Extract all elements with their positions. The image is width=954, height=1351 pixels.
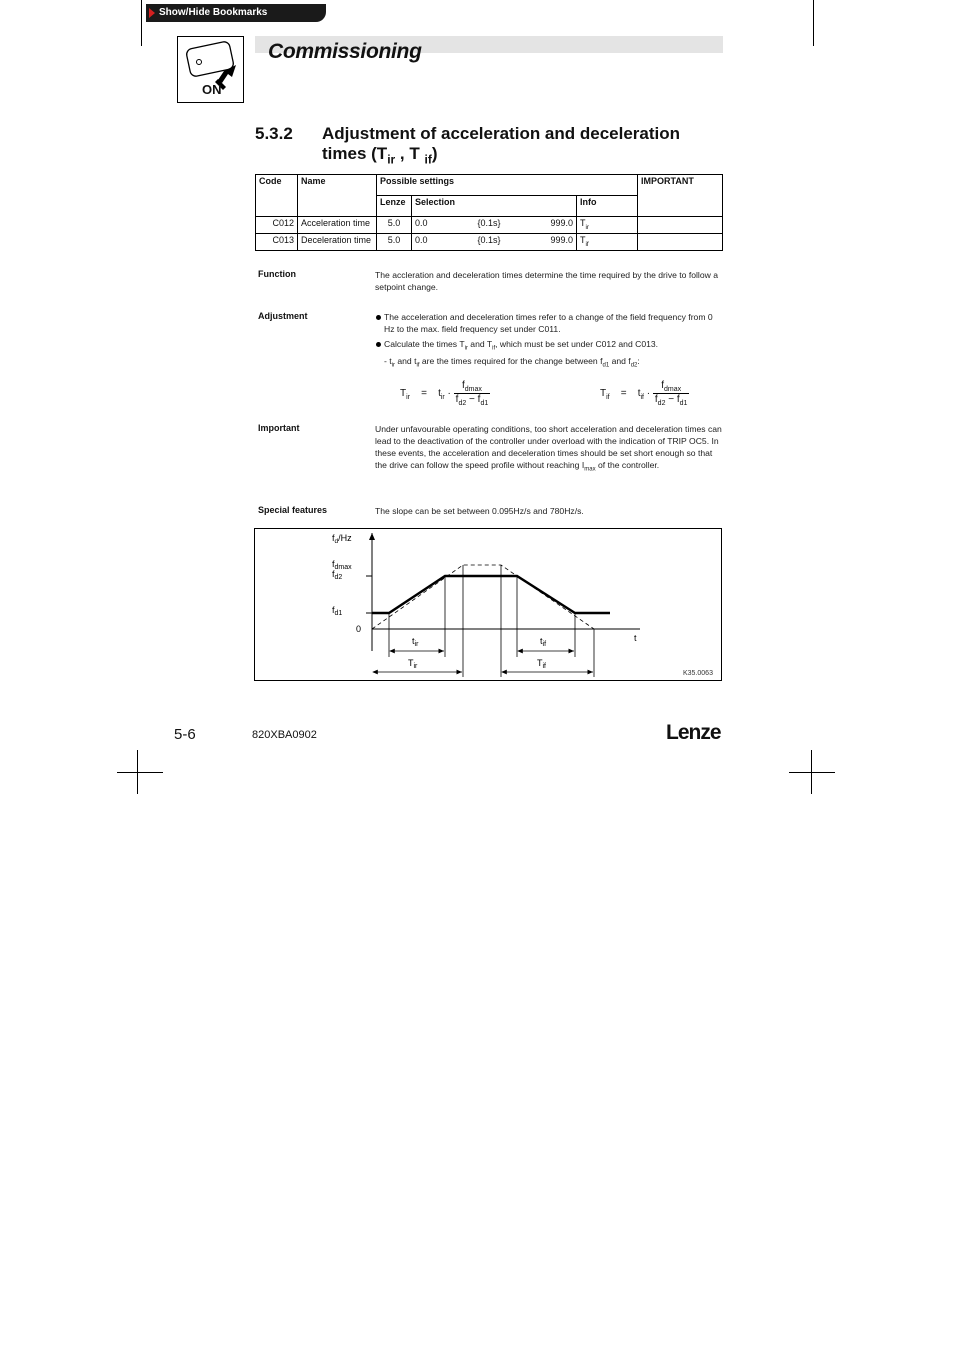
col-possible-settings: Possible settings — [377, 175, 638, 196]
adjustment-bullet-2: Calculate the times $T_{ir}$ and $T_{if}$, which must be set under C012 and C013. — [375, 338, 723, 355]
bookmarks-label: Show/Hide Bookmarks — [159, 7, 268, 18]
crop-mark — [789, 772, 835, 773]
on-switch-icon — [177, 36, 244, 103]
tir-label: $t_{ir}$ — [412, 636, 419, 648]
document-number: 820XBA0902 — [252, 729, 317, 741]
cell-important — [638, 234, 723, 251]
fdmax-label: $f_{dmax}$ — [332, 559, 352, 571]
section-number: 5.3.2 — [255, 124, 293, 143]
important-text: Under unfavourable operating conditions, too short acceleration and deceleration times can lead to the deactivation of the controller under overload with the indication of TRIP OC5. In these events, the acceleration and deceleration times should be set short enough so that the drive can follow the speed profile without reaching $I_{max}$ of the controller. — [375, 424, 722, 473]
code-table — [255, 174, 723, 251]
table-row — [256, 234, 723, 251]
cell-name: Deceleration time — [298, 234, 377, 251]
adjustment-text — [375, 311, 723, 371]
adjustment-label: Adjustment — [258, 311, 308, 321]
col-lenze: Lenze — [377, 196, 412, 217]
Tir-label: $T_{ir}$ — [408, 658, 418, 670]
col-important: IMPORTANT — [638, 175, 723, 217]
theoretical-ramp — [372, 565, 594, 629]
fd2-label: $f_{d2}$ — [332, 569, 343, 581]
y-axis-label: $f_d/Hz$ — [332, 533, 352, 545]
special-features-label: Special features — [258, 505, 328, 515]
col-name: Name — [298, 175, 377, 217]
function-text: The accleration and deceleration times determine the time required by the drive to follow a setpoint change. — [375, 270, 718, 292]
zero-label: 0 — [356, 624, 362, 634]
table-row — [256, 217, 723, 234]
cell-code: C012 — [256, 217, 298, 234]
fd1-label: $f_{d1}$ — [332, 605, 343, 617]
chapter-title: Commissioning — [268, 40, 422, 63]
crop-mark — [813, 0, 814, 46]
formula-tir: $T_{ir}$ = $t_{ir}$ · $f_{dmax}$ $f_{d2} - f_{d1}$ — [400, 380, 489, 407]
show-hide-bookmarks-button[interactable] — [146, 4, 326, 22]
cell-lenze: 5.0 — [377, 234, 412, 251]
on-label: ON — [202, 82, 222, 97]
important-label: Important — [258, 423, 300, 433]
cell-selection: 0.0 {0.1s} 999.0 — [412, 217, 577, 234]
Tif-label: $T_{if}$ — [537, 658, 546, 670]
section-title-line1: Adjustment of acceleration and deceleration — [322, 124, 681, 143]
col-code: Code — [256, 175, 298, 217]
cell-selection: 0.0 {0.1s} 999.0 — [412, 234, 577, 251]
adjustment-dash-item: - $t_{ir}$ and $t_{if}$ are the times required for the change between $f_{d1}$ and $f_{d2}$: — [384, 355, 640, 369]
col-selection: Selection — [412, 196, 577, 217]
cell-name: Acceleration time — [298, 217, 377, 234]
special-features-text: The slope can be set between 0.095Hz/s and 780Hz/s. — [375, 506, 584, 516]
section-title-line2: times ($T_{ir}$ , T $_{if}$) — [322, 144, 438, 167]
function-label: Function — [258, 269, 296, 279]
triangle-right-icon — [149, 8, 155, 18]
adjustment-bullet-1: The acceleration and deceleration times refer to a change of the field frequency from 0 Hz to the max. field frequency set under C011. — [375, 311, 723, 335]
page-number: 5-6 — [174, 726, 196, 743]
t-axis-label: t — [634, 633, 637, 643]
actual-profile — [372, 576, 610, 613]
figure-reference: K35.0063 — [683, 670, 713, 677]
cell-code: C013 — [256, 234, 298, 251]
cell-info: $T_{if}$ — [577, 234, 638, 251]
col-info: Info — [577, 196, 638, 217]
tif-label: $t_{if}$ — [540, 636, 547, 648]
formula-tif: $T_{if}$ = $t_{if}$ · $f_{dmax}$ $f_{d2} - f_{d1}$ — [600, 380, 688, 407]
section-title — [322, 124, 722, 169]
crop-mark — [141, 0, 142, 46]
cell-info: $T_{ir}$ — [577, 217, 638, 234]
ramp-diagram — [254, 528, 722, 681]
ramp-diagram-svg — [255, 529, 721, 680]
crop-mark — [117, 772, 163, 773]
cell-important — [638, 217, 723, 234]
cell-lenze: 5.0 — [377, 217, 412, 234]
lenze-logo: Lenze — [666, 721, 721, 744]
